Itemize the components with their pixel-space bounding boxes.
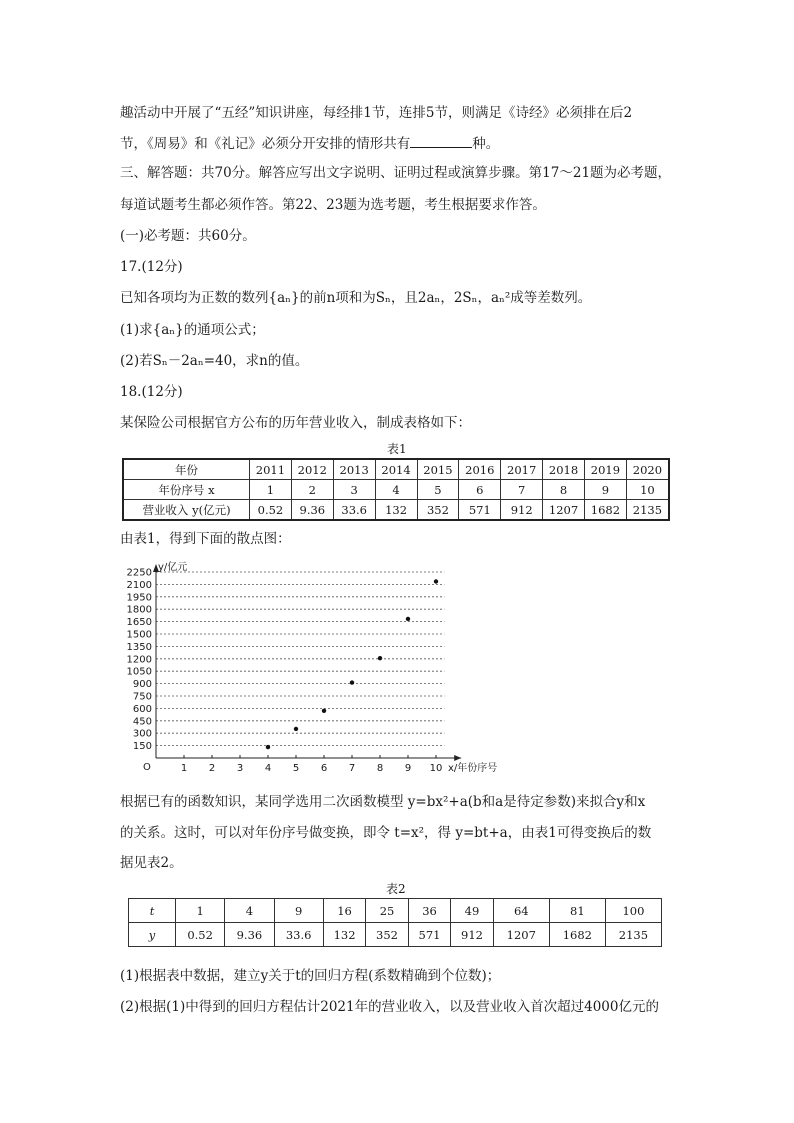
table1-cell: 0.52 [250,500,292,521]
table2-cell: 1 [176,899,225,923]
table1-cell: 2020 [626,459,669,480]
y-tick-label: 1950 [126,592,152,604]
chart-y-axis-title: y/亿元 [158,562,188,573]
y-tick-label: 1200 [126,654,152,666]
q17-part1: (1)求{aₙ}的通项公式； [120,322,265,338]
table1-cell: 2135 [626,500,669,521]
table2-row-label: y [129,923,176,947]
q18-stem: 某保险公司根据官方公布的历年营业收入，制成表格如下： [120,415,471,431]
chart-x-axis-title: x/年份序号 [448,763,498,774]
y-tick-label: 750 [132,691,152,703]
table2-cell: 64 [493,899,549,923]
table1-row-label: 年份序号 x [123,480,250,500]
table1-row-index [123,480,669,500]
data-point [434,579,438,583]
text-line-14: 的关系。这时，可以对年份序号做变换，即令 t=x²，得 y=bt+a，由表1可得变换后的数 [120,825,652,841]
table1-cell: 33.6 [333,500,375,521]
x-tick-label: 3 [236,763,244,774]
scatter-chart [112,560,512,780]
y-tick-label: 300 [132,728,152,740]
table2-cell: 9.36 [225,923,274,947]
q17-stem: 已知各项均为正数的数列{aₙ}的前n项和为Sₙ，且2aₙ，2Sₙ，aₙ²成等差数列。 [120,290,592,306]
text-line-2-a: 节，《周易》和《礼记》必须分开安排的情形共有 [120,136,411,152]
table2-row-label: t [129,899,176,923]
table2-cell: 912 [451,923,493,947]
table1-cell: 2012 [291,459,333,480]
table2-cell: 1207 [493,923,549,947]
y-tick-label: 2100 [126,579,152,591]
x-tick-label: 8 [376,763,384,774]
x-axis-arrow [454,755,461,761]
y-tick-label: 1800 [126,604,152,616]
table-2 [128,898,662,947]
table1-cell: 6 [459,480,501,500]
y-tick-label: 450 [132,716,152,728]
data-point [266,745,270,749]
table1-cell: 1 [250,480,292,500]
chart-origin-label: O [143,762,151,773]
q18-part2: (2)根据(1)中得到的回归方程估计2021年的营业收入，以及营业收入首次超过4000亿元的 [120,999,659,1015]
x-tick-label: 5 [292,763,300,774]
table2-cell: 33.6 [274,923,323,947]
x-tick-label: 9 [404,763,412,774]
x-tick-label: 2 [208,763,216,774]
table1-cell: 2019 [585,459,627,480]
x-tick-label: 7 [348,763,356,774]
table2-cell: 2135 [605,923,661,947]
q18-part1: (1)根据表中数据，建立y关于t的回归方程(系数精确到个位数)； [120,968,501,984]
text-line-2-b: 种。 [472,136,500,152]
data-point [378,656,382,660]
table2-cell: 9 [274,899,323,923]
data-point [406,617,410,621]
table1-cell: 2 [291,480,333,500]
table1-cell: 2015 [417,459,459,480]
table1-row-revenue [123,500,669,521]
y-tick-label: 900 [132,679,152,691]
table1-cell: 2011 [250,459,292,480]
q18-number: 18.(12分) [120,384,183,400]
text-line-15: 据见表2。 [120,855,183,871]
x-tick-label: 4 [264,763,272,774]
table1-cell: 7 [501,480,543,500]
table-1 [122,458,670,521]
table1-cell: 2014 [375,459,417,480]
section-three-heading: 三、解答题：共70分。解答应写出文字说明、证明过程或演算步骤。第17～21题为必考题， [120,165,672,181]
table2-cell: 16 [323,899,365,923]
table2-cell: 571 [408,923,450,947]
table1-cell: 9 [585,480,627,500]
table1-row-label: 年份 [123,459,250,480]
table1-cell: 5 [417,480,459,500]
data-point [294,727,298,731]
q17-number: 17.(12分) [120,259,183,275]
table2-cell: 0.52 [176,923,225,947]
x-tick-label: 1 [180,763,188,774]
q17-part2: (2)若Sₙ－2aₙ=40，求n的值。 [120,353,309,369]
y-tick-label: 1650 [126,617,152,629]
table1-cell: 2013 [333,459,375,480]
x-tick-label: 10 [429,763,443,774]
y-tick-label: 1350 [126,641,152,653]
table1-cell: 132 [375,500,417,521]
table1-row-year [123,459,669,480]
table1-cell: 1682 [585,500,627,521]
table1-caption: 表1 [387,442,407,456]
table1-cell: 571 [459,500,501,521]
table1-cell: 9.36 [291,500,333,521]
table1-row-label: 营业收入 y(亿元) [123,500,250,521]
table2-row-t [129,899,662,923]
table2-cell: 352 [366,923,408,947]
table1-cell: 10 [626,480,669,500]
table2-cell: 81 [549,899,605,923]
table2-cell: 1682 [549,923,605,947]
table1-cell: 2018 [543,459,585,480]
table1-cell: 1207 [543,500,585,521]
table2-cell: 49 [451,899,493,923]
table2-caption: 表2 [386,882,406,896]
table2-cell: 100 [605,899,661,923]
y-tick-label: 150 [132,741,152,753]
y-tick-label: 2250 [126,567,152,579]
text-line-4: 每道试题考生都必须作答。第22、23题为选考题，考生根据要求作答。 [120,197,546,213]
y-tick-label: 600 [132,703,152,715]
required-section: (一)必考题：共60分。 [120,228,256,244]
table2-cell: 4 [225,899,274,923]
data-point [322,709,326,713]
table1-cell: 2016 [459,459,501,480]
y-tick-label: 1050 [126,666,152,678]
table2-cell: 132 [323,923,365,947]
table1-cell: 912 [501,500,543,521]
text-line-1: 趣活动中开展了“五经”知识讲座，每经排1节，连排5节，则满足《诗经》必须排在后2 [120,105,633,121]
table1-cell: 4 [375,480,417,500]
y-tick-label: 1500 [126,629,152,641]
x-tick-label: 6 [320,763,328,774]
table1-cell: 2017 [501,459,543,480]
table2-cell: 25 [366,899,408,923]
text-line-13: 根据已有的函数知识，某同学选用二次函数模型 y=bx²+a(b和a是待定参数)来拟合y和x [120,794,646,810]
table2-cell: 36 [408,899,450,923]
table2-row-y [129,923,662,947]
text-line-2 [120,134,499,153]
data-point [350,680,354,684]
table1-cell: 8 [543,480,585,500]
answer-blank [410,134,472,148]
table1-cell: 3 [333,480,375,500]
table1-cell: 352 [417,500,459,521]
scatter-intro: 由表1，得到下面的散点图： [120,531,291,547]
